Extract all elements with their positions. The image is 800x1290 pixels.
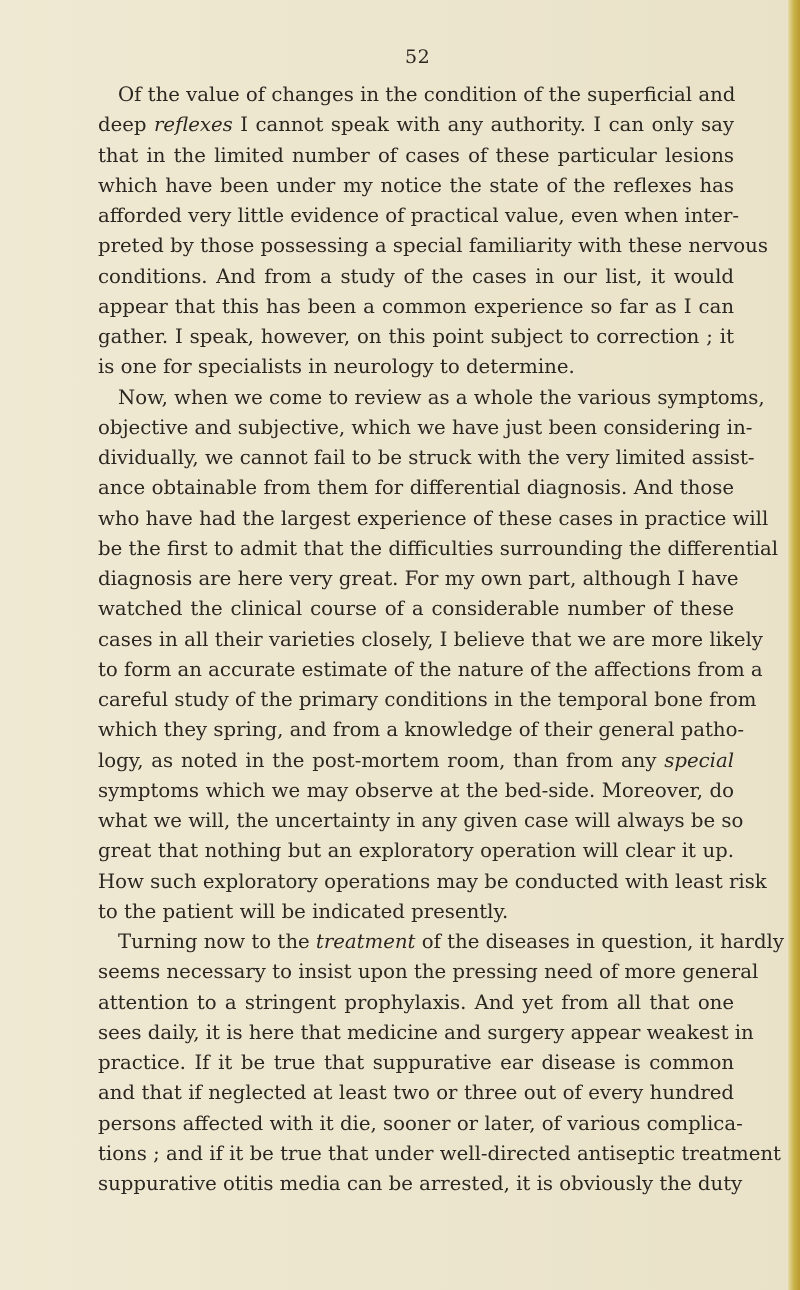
text-line: practice. If it be true that suppurative ear disease is common [98,1051,734,1074]
text-line: persons affected with it die, sooner or later, of various complica- [98,1111,743,1135]
text-line: which have been under my notice the state of the reflexes has [98,173,734,197]
italic-word: special [664,748,734,772]
text-line: gather. I speak, however, on this point subject to correction ; it [98,325,734,348]
text-line [98,746,734,776]
text-line: sees daily, it is here that medicine and surgery appear weakest in [98,1020,754,1044]
text-line: cases in all their varieties closely, I believe that we are more likely [98,627,763,651]
page-number: 52 [405,46,431,68]
text-line: which they spring, and from a knowledge of their general patho- [98,718,745,742]
text-line: attention to a stringent prophylaxis. And yet from all that one [98,990,734,1014]
text-line: be the first to admit that the difficulties surrounding the differential [98,536,779,560]
text-line: afforded very little evidence of practical value, even when inter- [98,204,740,227]
text-line: dividually, we cannot fail to be struck with the very limited assist- [98,446,755,469]
text-line: preted by those possessing a special familiarity with these nervous [98,234,768,258]
text-line: great that nothing but an exploratory operation will clear it up. [98,839,734,863]
text-line: to the patient will be indicated presently. [98,899,509,923]
paragraph [98,383,779,928]
text-line: Now, when we come to review as a whole the various symptoms, [118,385,765,409]
text-run: I cannot speak with any authority. I can only say [232,113,735,137]
text-line: watched the clinical course of a considerable number of these [98,597,734,621]
text-line: appear that this has been a common experience so far as I can [98,294,734,318]
paragraph [98,80,768,383]
italic-word: reflexes [154,113,233,137]
body-text [98,80,784,1199]
text-line: conditions. And from a study of the cases in our list, it would [98,264,734,288]
text-line: diagnosis are here very great. For my own part, although I have [98,567,739,590]
text-line: Of the value of changes in the condition of the superficial and [118,83,736,106]
text-line: what we will, the uncertainty in any given case will always be so [98,809,744,832]
text-line [98,927,784,957]
text-line: to form an accurate estimate of the nature of the affections from a [98,657,763,681]
text-run: Turning now to the [118,930,316,953]
text-run: logy, as noted in the post-mortem room, than from any [98,748,665,772]
text-line: and that if neglected at least two or three out of every hundred [98,1081,734,1105]
text-line: who have had the largest experience of these cases in practice will [98,506,769,530]
text-line: ance obtainable from them for differential diagnosis. And those [98,476,734,500]
italic-word: treatment [315,930,416,953]
text-line: objective and subjective, which we have just been considering in- [98,415,753,439]
text-line: tions ; and if it be true that under well-directed antiseptic treatment [98,1141,781,1165]
text-line [98,110,734,140]
text-line: suppurative otitis media can be arrested, it is obviously the duty [98,1172,743,1195]
text-line: careful study of the primary conditions in the temporal bone from [98,688,757,711]
text-line: How such exploratory operations may be conducted with least risk [98,869,767,893]
text-line: that in the limited number of cases of these particular lesions [98,143,734,167]
text-run: of the diseases in question, it hardly [415,930,784,953]
text-line: symptoms which we may observe at the bed-side. Moreover, do [98,778,734,802]
paragraph [98,927,784,1199]
text-line: seems necessary to insist upon the pressing need of more general [98,960,759,984]
text-run: deep [98,113,155,137]
page-edge [788,0,800,1290]
text-line: is one for specialists in neurology to determine. [98,355,575,379]
